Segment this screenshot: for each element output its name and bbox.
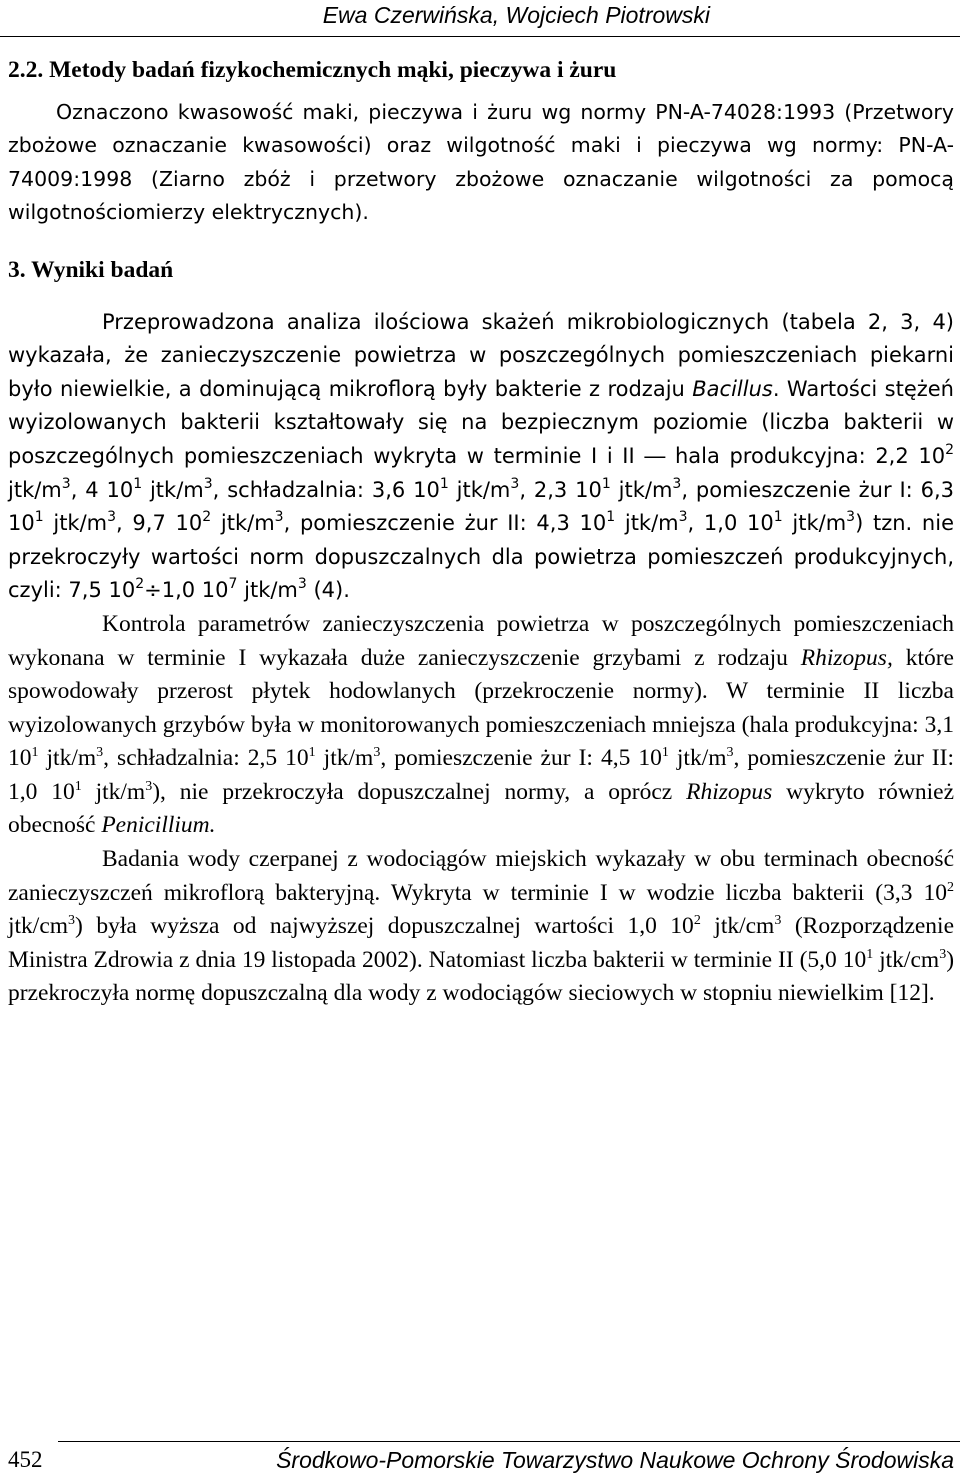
genus-rhizopus: Rhizopus, — [800, 644, 893, 671]
page-number: 452 — [8, 1447, 43, 1472]
genus-penicillium: Penicillium. — [101, 812, 216, 839]
paragraph-air-fungi: Kontrola parametrów zanieczyszczenia powietrza w poszczególnych pomieszczeniach wykonana w terminie I wykazała duże zanieczyszczenie grzybami z rodzaju Rhizopus, które spowodowały przerost płytek hodowlanych (przekroczenie normy). W terminie II liczba wyizolowanych grzybów była w monitorowanych pomieszczeniach mniejsza (hala produkcyjna: 3,1 $10^1$ jtk/$m^3$, schładzalnia: 2,5 $10^1$ jtk/$m^3$, pomieszczenie żur I: 4,5 $10^1$ jtk/$m^3$, pomieszczenie żur II: 1,0 $10^1$ jtk/$m^3$), nie przekroczyła dopuszczalnej normy, a oprócz Rhizopus wykryto również obecność Penicillium. — [8, 610, 954, 839]
page-footer — [0, 1441, 960, 1481]
page-header — [0, 0, 960, 36]
genus-bacillus: Bacillus — [692, 376, 773, 401]
header-rule — [0, 36, 960, 37]
paragraph-methods: Oznaczono kwasowość maki, pieczywa i żuru wg normy PN-A-74028:1993 (Przetwory zbożowe oznaczanie kwasowości) oraz wilgotność maki i pieczywa wg normy: PN-A-74009:1998 (Ziarno zbóż i przetwory zbożowe oznaczanie wilgotności za pomocą wilgotnościomierzy elektrycznych). — [8, 99, 954, 225]
genus-rhizopus-2: Rhizopus — [686, 778, 773, 805]
footer-rule — [58, 1441, 960, 1442]
page-content — [8, 54, 954, 1011]
section-title-3: 3. Wyniki badań — [8, 256, 174, 283]
section-title-2-2: 2.2. Metody badań fizykochemicznych mąki, pieczywa i żuru — [8, 57, 617, 83]
running-header-authors: Ewa Czerwińska, Wojciech Piotrowski — [322, 2, 710, 28]
results-body — [8, 306, 954, 1011]
footer-publisher: Środkowo-Pomorskie Towarzystwo Naukowe Ochrony Środowiska — [276, 1447, 954, 1473]
paragraph-water: Badania wody czerpanej z wodociągów miejskich wykazały w obu terminach obecność zanieczyszczeń mikroflorą bakteryjną. Wykryta w terminie I w wodzie liczba bakterii (3,3 $10^2$ jtk/$cm^3$) była wyższa od najwyższej dopuszczalnej wartości 1,0 $10^2$ jtk/$cm^3$ (Rozporządzenie Ministra Zdrowia z dnia 19 listopada 2002). Natomiast liczba bakterii w terminie II (5,0 $10^1$ jtk/$cm^3$) przekroczyła normę dopuszczalną dla wody z wodociągów sieciowych w stopniu niewielkim [12]. — [8, 846, 955, 1007]
paragraph-air-bacteria: Przeprowadzona analiza ilościowa skażeń mikrobiologicznych (tabela 2, 3, 4) wykazała, że zanieczyszczenie powietrza w poszczególnych pomieszczeniach piekarni było niewielkie, a dominującą mikroflorą były bakterie z rodzaju Bacillus. Wartości stężeń wyizolowanych bakterii kształtowały się na bezpiecznym poziomie (liczba bakterii w poszczególnych pomieszczeniach wykryta w terminie I i II ― hala produkcyjna: 2,2 $10^2$ jtk/$m^3$, 4 $10^1$ jtk/$m^3$, schładzalnia: 3,6 $10^1$ jtk/$m^3$, 2,3 $10^1$ jtk/$m^3$, pomieszczenie żur I: 6,3 $10^1$ jtk/$m^3$, 9,7 $10^2$ jtk/$m^3$, pomieszczenie żur II: 4,3 $10^1$ jtk/$m^3$, 1,0 $10^1$ jtk/$m^3$) tzn. nie przekroczyły wartości norm dopuszczalnych dla powietrza pomieszczeń produkcyjnych, czyli: 7,5 $10^2\div 1,0$ $10^7$ jtk/$m^3$ (4). — [8, 309, 955, 603]
